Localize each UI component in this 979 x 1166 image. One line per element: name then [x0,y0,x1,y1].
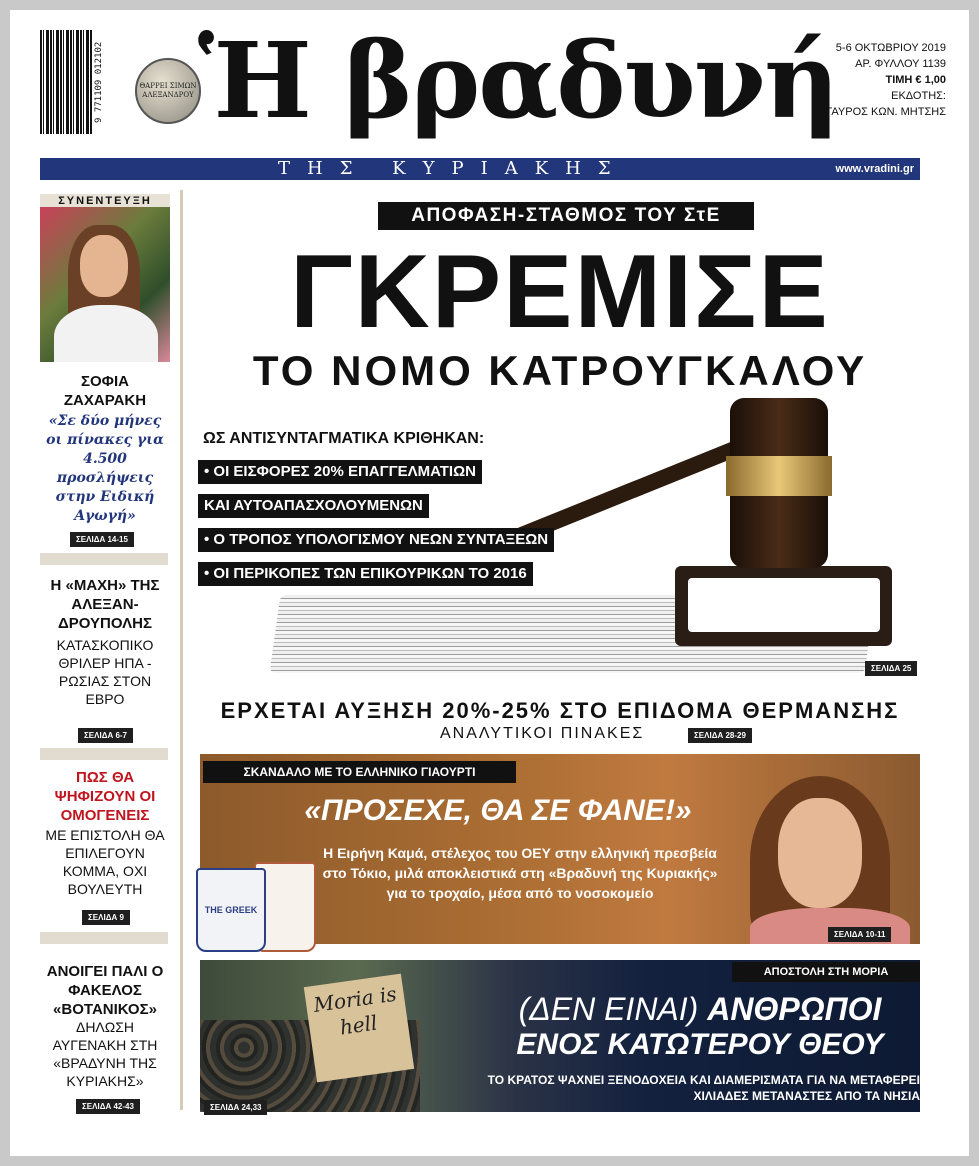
barcode [40,30,92,134]
sidebar-divider [40,748,168,760]
sidebar-divider [40,932,168,944]
votanikos-body: ΔΗΛΩΣΗ ΑΥΓΕΝΑΚΗ ΣΤΗ «ΒΡΑΔΥΝΗ ΤΗΣ ΚΥΡΙΑΚΗΣ» [52,1019,158,1089]
ruling-bullet: • ΟΙ ΕΙΣΦΟΡΕΣ 20% ΕΠΑΓΓΕΛΜΑΤΙΩΝ [198,460,482,484]
moria-headline-part2: ΑΝΘΡΩΠΟΙ [707,991,882,1027]
alexandroupoli-page-ref[interactable]: ΣΕΛΙΔΑ 6-7 [78,728,133,743]
interview-tag: ΣΥΝΕΝΤΕΥΞΗ [40,194,170,208]
ruling-bullet: • ΟΙ ΠΕΡΙΚΟΠΕΣ ΤΩΝ ΕΠΙΚΟΥΡΙΚΩΝ ΤΟ 2016 [198,562,533,586]
interview-quote: «Σε δύο μήνες οι πίνακες για 4.500 προσλήψεις στην Ειδική Αγωγή» [46,413,164,524]
ruling-bullet: ΚΑΙ ΑΥΤΟΑΠΑΣΧΟΛΟΥΜΕΝΩΝ [198,494,429,518]
column-divider [180,190,183,1110]
gavel-block-plate [688,578,880,632]
coin-text: ΘΑΡΡΕΙ ΣΙΜΩΝ ΑΛΕΞΑΝΔΡΟΥ [139,82,197,99]
votanikos-headline: ΑΝΟΙΓΕΙ ΠΑΛΙ Ο ΦΑΚΕΛΟΣ «ΒΟΤΑΝΙΚΟΣ» [46,963,164,1018]
rulings-title: ΩΣ ΑΝΤΙΣΥΝΤΑΓΜΑΤΙΚΑ ΚΡΙΘΗΚΑΝ: [203,430,485,447]
website-link[interactable]: www.vradini.gr [835,163,914,175]
issue-number: ΑΡ. ΦΥΛΛΟΥ 1139 [855,58,946,70]
protest-sign: Moria is hell [304,974,414,1083]
yogurt-body: Η Ειρήνη Καμά, στέλεχος του ΟΕΥ στην ελληνική πρεσβεία στο Τόκιο, μιλά αποκλειστικά στη «Βραδυνή της Κυριακής» για το τροχαίο, μέσα από το νοσοκομείο [322,845,718,901]
coin-emblem [135,58,201,124]
interview-name-line2: ΖΑΧΑΡΑΚΗ [63,392,147,409]
votanikos-page-ref[interactable]: ΣΕΛΙΔΑ 42-43 [76,1099,140,1114]
heating-headline: ΕΡΧΕΤΑΙ ΑΥΞΗΣΗ 20%-25% ΣΤΟ ΕΠΙΔΟΜΑ ΘΕΡΜΑΝΣΗΣ [220,698,900,723]
interview-page-ref[interactable]: ΣΕΛΙΔΑ 14-15 [70,532,134,547]
moria-headline-line2: ΕΝΟΣ ΚΑΤΩΤΕΡΟΥ ΘΕΟΥ [516,1028,884,1061]
omogeneis-headline: ΠΩΣ ΘΑ ΨΗΦΙΖΟΥΝ ΟΙ ΟΜΟΓΕΝΕΙΣ [54,769,156,824]
lead-kicker: ΑΠΟΦΑΣΗ-ΣΤΑΘΜΟΣ ΤΟΥ ΣτΕ [378,202,754,230]
lead-page-ref[interactable]: ΣΕΛΙΔΑ 25 [865,661,917,676]
lead-headline: ΓΚΡΕΜΙΣΕ [290,234,830,350]
gavel-band [726,456,832,496]
moria-page-ref[interactable]: ΣΕΛΙΔΑ 24,33 [204,1100,267,1115]
yogurt-page-ref[interactable]: ΣΕΛΙΔΑ 10-11 [828,927,891,942]
newspaper-logo: Ἡ βραδυνή [198,19,838,142]
newspaper-front-page [10,10,969,1156]
alexandroupoli-headline: Η «ΜΑΧΗ» ΤΗΣ ΑΛΕΞΑΝ-ΔΡΟΥΠΟΛΗΣ [50,577,160,632]
issue-info [770,40,946,120]
moria-body: ΤΟ ΚΡΑΤΟΣ ΨΑΧΝΕΙ ΞΕΝΟΔΟΧΕΙΑ ΚΑΙ ΔΙΑΜΕΡΙΣΜΑΤΑ ΓΙΑ ΝΑ ΜΕΤΑΦΕΡΕΙ ΧΙΛΙΑΔΕΣ ΜΕΤΑΝΑΣΤΕΣ ΑΠΟ ΤΑ ΝΗΣΙΑ [487,1073,920,1103]
zacharaki-photo [40,207,170,362]
interview-name [40,372,170,410]
masthead-subtitle: ΤΗΣ ΚΥΡΙΑΚΗΣ [278,158,628,179]
sidebar-divider [40,553,168,565]
moria-headline-part1: (ΔΕΝ ΕΙΝΑΙ) [518,991,699,1027]
cup-label: THE GREEK [204,904,258,915]
omogeneis-body: ΜΕ ΕΠΙΣΤΟΛΗ ΘΑ ΕΠΙΛΕΓΟΥΝ ΚΟΜΜΑ, ΟΧΙ ΒΟΥΛΕΥΤΗ [45,827,165,897]
greek-yogurt-cup-image [196,868,266,952]
issue-price: ΤΙΜΗ € 1,00 [885,74,946,86]
interview-name-line1: ΣΟΦΙΑ [81,373,129,390]
omogeneis-page-ref[interactable]: ΣΕΛΙΔΑ 9 [82,910,130,925]
alexandroupoli-body: ΚΑΤΑΣΚΟΠΙΚΟ ΘΡΙΛΕΡ ΗΠΑ - ΡΩΣΙΑΣ ΣΤΟΝ ΕΒΡΟ [56,637,154,707]
yogurt-tag: ΣΚΑΝΔΑΛΟ ΜΕ ΤΟ ΕΛΛΗΝΙΚΟ ΓΙΑΟΥΡΤΙ [203,761,516,783]
lead-subhead: ΤΟ ΝΟΜΟ ΚΑΤΡΟΥΓΚΑΛΟΥ [252,347,868,394]
ruling-bullet: • Ο ΤΡΟΠΟΣ ΥΠΟΛΟΓΙΣΜΟΥ ΝΕΩΝ ΣΥΝΤΑΞΕΩΝ [198,528,554,552]
publisher-name: ΣΤΑΥΡΟΣ ΚΩΝ. ΜΗΤΣΗΣ [818,106,946,118]
issue-date: 5-6 ΟΚΤΩΒΡΙΟΥ 2019 [835,42,946,54]
publisher-label: ΕΚΔΟΤΗΣ: [891,90,946,102]
barcode-number: 9 771109 012102 [94,41,104,123]
yogurt-headline: «ΠΡΟΣΕΧΕ, ΘΑ ΣΕ ΦΑΝΕ!» [304,794,692,827]
heating-subline: ΑΝΑΛΥΤΙΚΟΙ ΠΙΝΑΚΕΣ [440,725,645,742]
moria-tag: ΑΠΟΣΤΟΛΗ ΣΤΗ ΜΟΡΙΑ [732,962,920,982]
kama-photo [740,758,918,944]
moria-headline-line1 [480,990,920,1028]
heating-page-ref[interactable]: ΣΕΛΙΔΑ 28-29 [688,728,752,743]
